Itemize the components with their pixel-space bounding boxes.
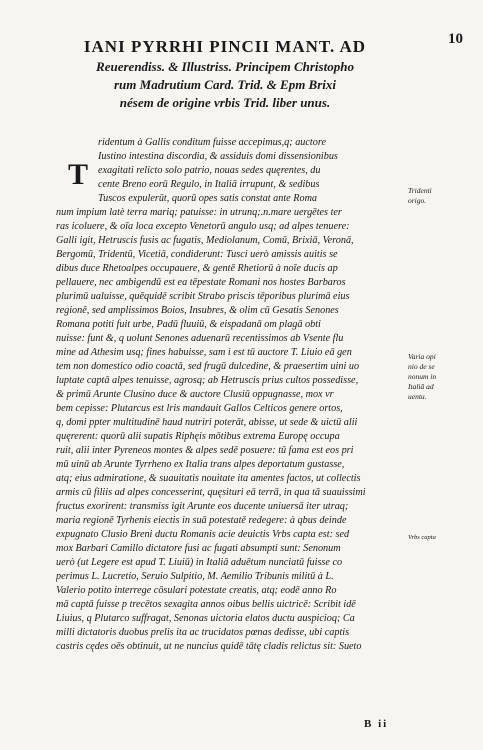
body-line: Iustino intestina discordia, & assiduis domi dissensionibus xyxy=(98,151,338,162)
margin-note-city-taken xyxy=(408,533,460,543)
body-line: ruit, alii inter Pyreneos montes & alpes sedē posuere: tū fama est eos pri xyxy=(56,445,354,456)
body-line: & primū Arunte Clusino duce & auctore Clusiū oppugnasse, mox vr xyxy=(56,389,334,400)
body-line: mox Barbari Camillo dictatore fusi ac fugati absumpti sunt: Senonum xyxy=(56,543,341,554)
body-line: mine ad Athesim usq; fines habuisse, sam i est tū auctore T. Liuio eā gen xyxy=(56,347,352,358)
margin-note-line: uentu. xyxy=(408,392,427,401)
drop-cap: T xyxy=(68,158,89,191)
body-line: Romana potiti fuit urbe, Padū fluuiū, & eispadanā om plagā obti xyxy=(56,319,321,330)
body-line: cente Breno eorū Regulo, in Italiā irrupunt, & sedibus xyxy=(98,179,320,190)
margin-note-line: Tridenti xyxy=(408,186,432,195)
body-line: exagitati relicto solo patrio, nouas sedes quęrentes, du xyxy=(98,165,321,176)
body-line: maria regionē Tyrhenis eiectis in suā potestatē redegere: à qbus deinde xyxy=(56,515,347,526)
margin-note-line: Italiā ad xyxy=(408,382,434,391)
signature-mark: B ii xyxy=(364,718,389,730)
margin-note-line: nio de se xyxy=(408,362,435,371)
body-line: bem cepisse: Plutarcus est lris mandauit Gallos Celticos genere ortos, xyxy=(56,403,343,414)
body-line: mū uinū ab Arunte Tyrrheno ex Italia trans alpes deportatum gustasse, xyxy=(56,459,345,470)
heading xyxy=(60,36,390,112)
body-line: nuisse: funt &, q uolunt Senones aduenarū recentissimos ab Vsente flu xyxy=(56,333,344,344)
body-line: ras icoluere, & oīa loca excepto Venetorū angulo usq; ad alpes tenuere: xyxy=(56,221,350,232)
body-line: pellauere, nec ambigendū est ea tēpestate Romani nos hostes Barbaros xyxy=(56,277,346,288)
body-line: Galli igit, Hetruscis fusis ac fugatis, Mediolanum, Comū, Brixiā, Veronā, xyxy=(56,235,354,246)
margin-note-origin xyxy=(408,186,460,206)
body-line: Liuius, q Plutarco suffragat, Senonas uictoria elatos ductu auspicioq; Ca xyxy=(56,613,355,624)
body-line: castris cędes oēs obtinuit, ut ne nuncius quidē tātę cladis relictus sit: Sueto xyxy=(56,641,362,652)
body-line: num impium latè terra mariq; patuisse: in utrunq;.n.mare uergētes ter xyxy=(56,207,342,218)
body-line: mā captā fuisse p trecētos sexagita annos oibus bellis uictricē: Scribit idē xyxy=(56,599,356,610)
body-line: luptate captā alpes tenuisse, agrosq; ab Hetruscis prius cultos possedisse, xyxy=(56,375,359,386)
body-text xyxy=(56,136,404,654)
body-line: expugnato Clusio Breni ductu Romanis acie deuictis Vrbs capta est: sed xyxy=(56,529,350,540)
page-number: 10 xyxy=(448,31,463,47)
margin-note-line: nonum in xyxy=(408,372,437,381)
heading-line-1: IANI PYRRHI PINCII MANT. AD xyxy=(83,37,367,56)
body-line: Bergomū, Tridentū, Vicetiā, condiderunt: Tusci uerò amissis auitis se xyxy=(56,249,338,260)
body-line: milli dictatoris duobus prelis ita ac trucidatos pœnas dedisse, ubi captis xyxy=(56,627,350,638)
body-line: q, domi ppter multitudinē haud nutriri poterāt, abisse, ut sede & uictū alii xyxy=(56,417,358,428)
body-line: atq; eius admiratione, & suauitatis nouitate ita amentes factos, ut collectis xyxy=(56,473,361,484)
margin-note-opinion xyxy=(408,352,460,402)
body-line: uerò (ut Legere est apud T. Liuiū) in Italiā aduētum nunciatū fuisse co xyxy=(56,557,343,568)
body-line: fructus exorirent: transmiss igit Arunte eos ducente uniuersā iter utraq; xyxy=(56,501,349,512)
body-line: dibus duce Rhetoalpes occupauere, & gentē Rhetiorū à noīe ducis ap xyxy=(56,263,338,274)
body-line: tem non domestico odio coactā, sed frugū dulcedine, & praesertim uini uo xyxy=(56,361,360,372)
margin-note-line: origo. xyxy=(408,196,427,205)
body-line: Tuscos expulerūt, quorū opes satis constat ante Roma xyxy=(98,193,318,204)
body-line: armis cū filiis ad alpes concesserint, quęsituri eā terrā, in qua tā suauissimi xyxy=(56,487,366,498)
body-line: plurimū ualuisse, quēquidē scribit Strabo priscis tēporibus plurimā eius xyxy=(56,291,350,302)
heading-line-3: rum Madrutium Card. Trid. & Epm Brixi xyxy=(113,77,337,92)
body-line: ridentum à Gallis conditum fuisse accepimus,q; auctore xyxy=(98,137,326,148)
margin-note-line: Vrbs capta xyxy=(408,534,436,541)
margin-note-line: Varia opi xyxy=(408,352,436,361)
heading-line-2: Reuerendiss. & Illustriss. Principem Christopho xyxy=(96,59,354,74)
body-line: regionē, sed amplissimos Boios, Insubres, & olim cū Gesatis Senones xyxy=(56,305,339,316)
body-line: Valerio potito interrege cōsulari potestate creatis, atq; eodē anno Ro xyxy=(56,585,337,596)
body-line: quęrerent: quorū alii supatis Riphęis mōtibus extrema Europę occupa xyxy=(56,431,340,442)
body-line: perimus L. Lucretio, Seruio Sulpitio, M. Aemilio Tribunis militū à L. xyxy=(56,571,334,582)
heading-line-4: nésem de origine vrbis Trid. liber unus. xyxy=(119,95,331,110)
